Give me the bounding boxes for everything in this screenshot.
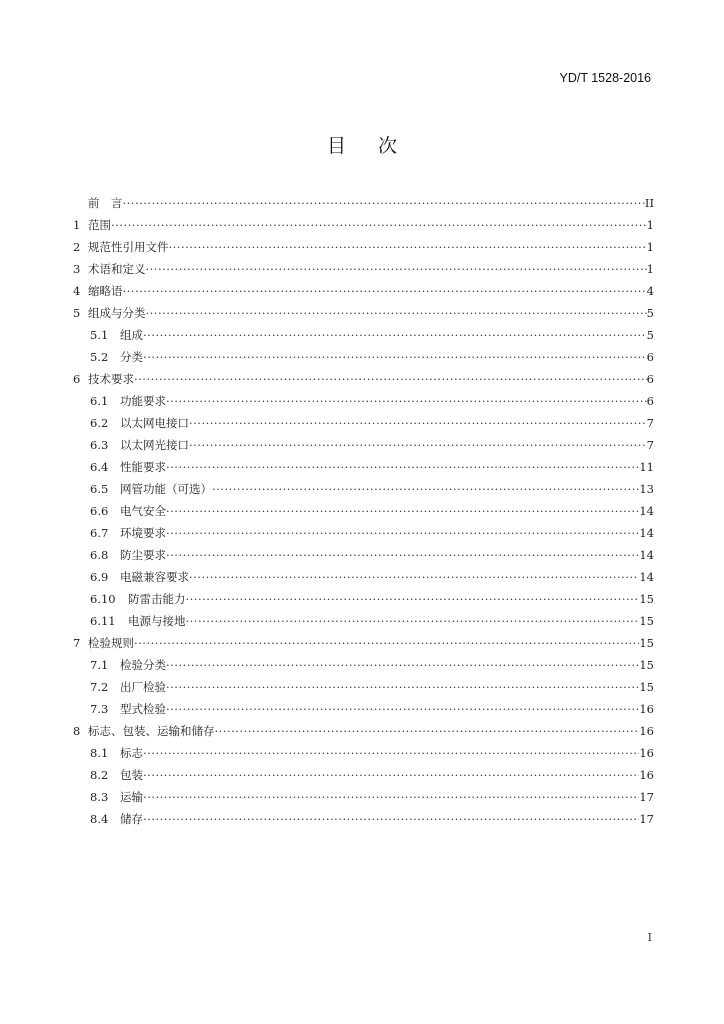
toc-entry-page: 16	[639, 724, 654, 738]
toc-entry-number: 6.1	[90, 394, 109, 408]
toc-entry-label: 检验规则	[88, 636, 134, 650]
toc-entry[interactable]	[73, 676, 654, 698]
toc-entry-page: 1	[646, 218, 654, 232]
toc-entry-page: 7	[646, 438, 654, 452]
toc-entry-label: 以太网光接口	[120, 438, 189, 452]
toc-entry-label: 组成	[120, 328, 143, 342]
toc-entry[interactable]	[73, 720, 654, 742]
toc-entry-number: 7.3	[90, 702, 109, 716]
page-number: I	[647, 931, 652, 944]
toc-entry-label: 电气安全	[120, 504, 166, 518]
toc-leader-dots	[143, 764, 639, 786]
toc-entry-page: 6	[646, 394, 654, 408]
toc-entry-label: 以太网电接口	[120, 416, 189, 430]
toc-entry-label: 电源与接地	[128, 614, 186, 628]
toc-leader-dots	[143, 742, 639, 764]
toc-entry-page: 15	[639, 658, 654, 672]
toc-entry-page: 17	[639, 790, 654, 804]
toc-entry-number: 8	[73, 724, 81, 738]
toc-entry[interactable]	[73, 412, 654, 434]
toc-entry-number: 6	[73, 372, 81, 386]
toc-entry-number: 8.4	[90, 812, 109, 826]
toc-entry-label: 技术要求	[88, 372, 134, 386]
toc-entry-number: 8.2	[90, 768, 109, 782]
toc-leader-dots	[111, 214, 647, 236]
toc-leader-dots	[189, 434, 647, 456]
toc-entry-number: 6.10	[90, 592, 116, 606]
toc-entry-label: 前 言	[88, 196, 123, 210]
toc-entry-page: 14	[639, 504, 654, 518]
toc-entry[interactable]	[73, 192, 654, 214]
toc-entry-label: 缩略语	[88, 284, 123, 298]
toc-entry-number: 6.3	[90, 438, 109, 452]
toc-entry[interactable]	[73, 610, 654, 632]
toc-leader-dots	[166, 698, 639, 720]
toc-entry-label: 防雷击能力	[128, 592, 186, 606]
toc-entry-page: 6	[646, 372, 654, 386]
toc-entry-number: 2	[73, 240, 81, 254]
toc-leader-dots	[143, 786, 639, 808]
toc-entry-page: 16	[639, 768, 654, 782]
toc-leader-dots	[123, 280, 647, 302]
page-title: 目次	[326, 135, 429, 157]
toc-entry-number: 4	[73, 284, 81, 298]
toc-entry-label: 检验分类	[120, 658, 166, 672]
toc-entry[interactable]	[73, 434, 654, 456]
toc-leader-dots	[123, 192, 645, 214]
toc-entry-label: 标志、包装、运输和储存	[88, 724, 215, 738]
toc-leader-dots	[134, 632, 639, 654]
toc-entry-page: 4	[646, 284, 654, 298]
toc-entry[interactable]	[73, 566, 654, 588]
toc-entry-page: 1	[646, 262, 654, 276]
toc-leader-dots	[166, 456, 639, 478]
toc-leader-dots	[189, 566, 639, 588]
toc-entry-label: 范围	[88, 218, 111, 232]
toc-entry[interactable]	[73, 456, 654, 478]
toc-entry[interactable]	[73, 786, 654, 808]
toc-entry[interactable]	[73, 478, 654, 500]
toc-entry-page: 11	[639, 460, 654, 474]
toc-entry[interactable]	[73, 280, 654, 302]
toc-entry[interactable]	[73, 390, 654, 412]
toc-leader-dots	[212, 478, 639, 500]
toc-leader-dots	[146, 258, 647, 280]
toc-entry[interactable]	[73, 214, 654, 236]
toc-entry-label: 分类	[120, 350, 143, 364]
toc-entry-page: 15	[639, 614, 654, 628]
toc-leader-dots	[189, 412, 647, 434]
toc-entry[interactable]	[73, 764, 654, 786]
toc-leader-dots	[215, 720, 640, 742]
toc-entry-number: 6.5	[90, 482, 109, 496]
toc-leader-dots	[186, 610, 640, 632]
toc-entry[interactable]	[73, 500, 654, 522]
toc-entry-page: 14	[639, 570, 654, 584]
toc-entry-label: 环境要求	[120, 526, 166, 540]
toc-entry-label: 包装	[120, 768, 143, 782]
toc-entry-label: 防尘要求	[120, 548, 166, 562]
toc-entry-number: 6.6	[90, 504, 109, 518]
toc-entry-label: 性能要求	[120, 460, 166, 474]
toc-entry-label: 网管功能（可选）	[120, 482, 212, 496]
toc-leader-dots	[146, 302, 647, 324]
toc-entry[interactable]	[73, 654, 654, 676]
toc-entry[interactable]	[73, 588, 654, 610]
toc-leader-dots	[143, 808, 639, 830]
toc-entry-number: 8.3	[90, 790, 109, 804]
toc-leader-dots	[143, 324, 647, 346]
toc-entry-label: 型式检验	[120, 702, 166, 716]
toc-entry-page: 13	[639, 482, 654, 496]
toc-entry-label: 电磁兼容要求	[120, 570, 189, 584]
toc-entry[interactable]	[73, 742, 654, 764]
toc-entry[interactable]	[73, 368, 654, 390]
toc-entry[interactable]	[73, 346, 654, 368]
toc-entry-number: 7.1	[90, 658, 109, 672]
toc-leader-dots	[166, 676, 639, 698]
toc-entry-page: 16	[639, 702, 654, 716]
toc-leader-dots	[169, 236, 647, 258]
toc-leader-dots	[166, 500, 639, 522]
toc-entry-number: 7	[73, 636, 81, 650]
toc-entry-label: 出厂检验	[120, 680, 166, 694]
toc-entry-page: 16	[639, 746, 654, 760]
toc-entry-page: 17	[639, 812, 654, 826]
toc-entry-number: 5.2	[90, 350, 109, 364]
toc-entry-number: 6.2	[90, 416, 109, 430]
toc-leader-dots	[143, 346, 647, 368]
toc-entry[interactable]	[73, 808, 654, 830]
toc-entry-number: 8.1	[90, 746, 109, 760]
toc-entry-label: 组成与分类	[88, 306, 146, 320]
toc-entry-label: 功能要求	[120, 394, 166, 408]
toc-entry-page: II	[644, 196, 654, 210]
toc-entry-label: 规范性引用文件	[88, 240, 169, 254]
toc-entry-page: 15	[639, 592, 654, 606]
toc-entry[interactable]	[73, 698, 654, 720]
toc-entry-page: 6	[646, 350, 654, 364]
toc-entry[interactable]	[73, 302, 654, 324]
standard-code: YD/T 1528-2016	[559, 71, 651, 85]
toc-entry[interactable]	[73, 544, 654, 566]
toc-leader-dots	[166, 654, 639, 676]
toc-entry-label: 运输	[120, 790, 143, 804]
toc-entry-label: 术语和定义	[88, 262, 146, 276]
toc-entry-page: 5	[646, 306, 654, 320]
toc-leader-dots	[134, 368, 647, 390]
toc-entry-page: 5	[646, 328, 654, 342]
toc-entry-page: 14	[639, 526, 654, 540]
toc-entry[interactable]	[73, 522, 654, 544]
toc-entry-number: 6.9	[90, 570, 109, 584]
toc-entry[interactable]	[73, 258, 654, 280]
toc-entry-number: 3	[73, 262, 81, 276]
table-of-contents	[73, 192, 654, 830]
toc-entry-page: 15	[639, 680, 654, 694]
toc-leader-dots	[166, 544, 639, 566]
toc-entry-page: 15	[639, 636, 654, 650]
toc-entry-number: 7.2	[90, 680, 109, 694]
toc-entry-page: 7	[646, 416, 654, 430]
toc-leader-dots	[166, 522, 639, 544]
toc-entry[interactable]	[73, 236, 654, 258]
toc-leader-dots	[166, 390, 647, 412]
toc-leader-dots	[186, 588, 640, 610]
toc-entry-number: 1	[73, 218, 81, 232]
toc-entry-number: 6.4	[90, 460, 109, 474]
toc-entry[interactable]	[73, 632, 654, 654]
toc-entry[interactable]	[73, 324, 654, 346]
toc-entry-label: 标志	[120, 746, 143, 760]
toc-entry-label: 储存	[120, 812, 143, 826]
toc-entry-number: 6.11	[90, 614, 116, 628]
toc-entry-page: 14	[639, 548, 654, 562]
toc-entry-number: 6.7	[90, 526, 109, 540]
toc-entry-page: 1	[646, 240, 654, 254]
toc-entry-number: 5	[73, 306, 81, 320]
toc-entry-number: 5.1	[90, 328, 109, 342]
toc-entry-number: 6.8	[90, 548, 109, 562]
